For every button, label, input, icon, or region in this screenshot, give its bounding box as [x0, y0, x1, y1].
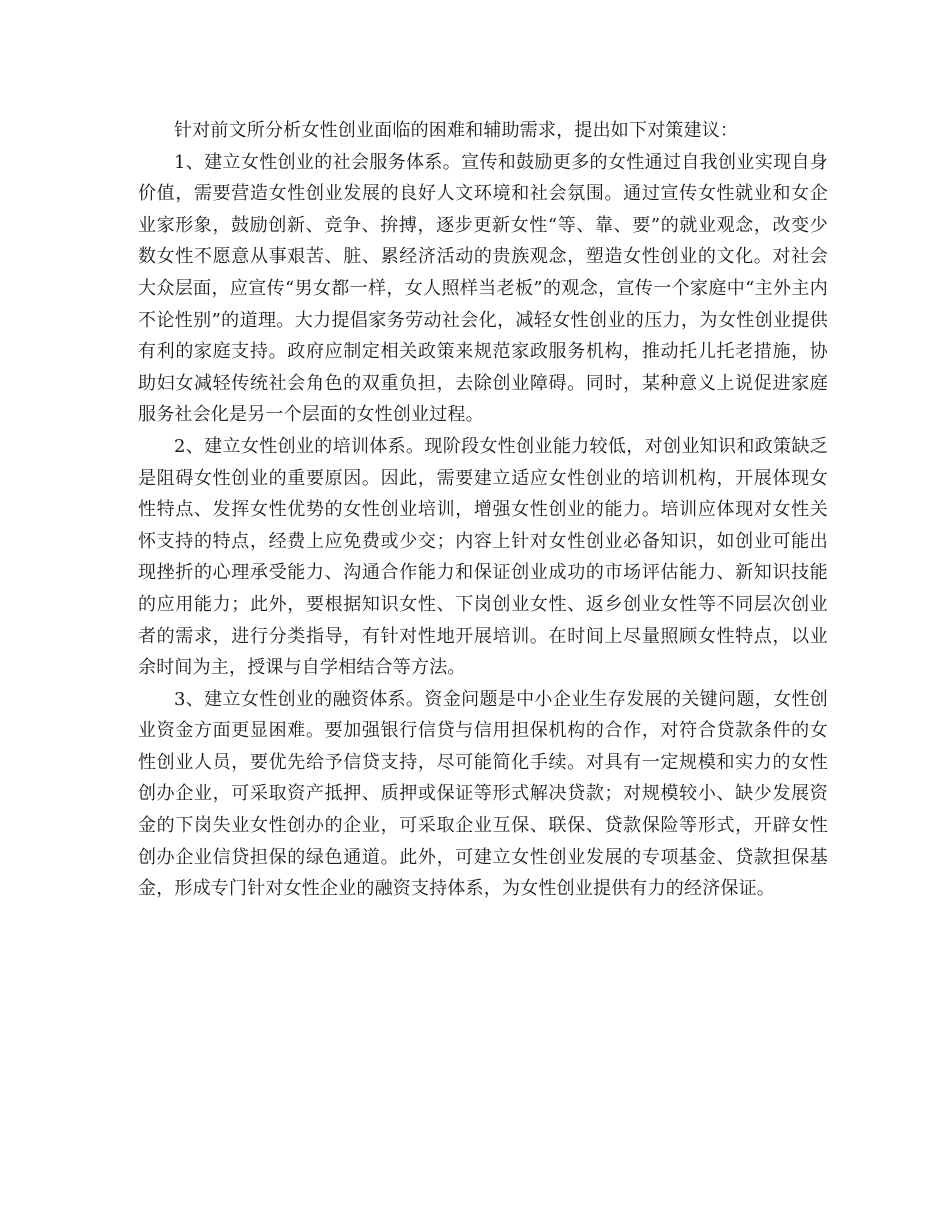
intro-paragraph: 针对前文所分析女性创业面临的困难和辅助需求，提出如下对策建议：: [174, 120, 739, 141]
document-body: [138, 115, 828, 905]
paragraph-social-service-system: 1、建立女性创业的社会服务体系。宣传和鼓励更多的女性通过自我创业实现自身价值，需要营造女性创业发展的良好人文环境和社会氛围。通过宣传女性就业和女企业家形象，鼓励创新、竞争、拚搏，逐步更新女性“等、靠、要”的就业观念，改变少数女性不愿意从事艰苦、脏、累经济活动的贵族观念，塑造女性创业的文化。对社会大众层面，应宣传“男女都一样，女人照样当老板”的观念，宣传一个家庭中“主外主内不论性别”的道理。大力提倡家务劳动社会化，减轻女性创业的压力，为女性创业提供有利的家庭支持。政府应制定相关政策来规范家政服务机构，推动托儿托老措施，协助妇女减轻传统社会角色的双重负担，去除创业障碍。同时，某种意义上说促进家庭服务社会化是另一个层面的女性创业过程。: [138, 151, 828, 426]
paragraph-training-system: 2、建立女性创业的培训体系。现阶段女性创业能力较低，对创业知识和政策缺乏是阻碍女性创业的重要原因。因此，需要建立适应女性创业的培训机构，开展体现女性特点、发挥女性优势的女性创业培训，增强女性创业的能力。培训应体现对女性关怀支持的特点，经费上应免费或少交；内容上针对女性创业必备知识，如创业可能出现挫折的心理承受能力、沟通合作能力和保证创业成功的市场评估能力、新知识技能的应用能力；此外，要根据知识女性、下岗创业女性、返乡创业女性等不同层次创业者的需求，进行分类指导，有针对性地开展培训。在时间上尽量照顾女性特点，以业余时间为主，授课与自学相结合等方法。: [138, 435, 828, 679]
paragraph-financing-system: 3、建立女性创业的融资体系。资金问题是中小企业生存发展的关键问题，女性创业资金方面更显困难。要加强银行信贷与信用担保机构的合作，对符合贷款条件的女性创业人员，要优先给予信贷支持，尽可能简化手续。对具有一定规模和实力的女性创办企业，可采取资产抵押、质押或保证等形式解决贷款；对规模较小、缺少发展资金的下岗失业女性创办的企业，可采取企业互保、联保、贷款保险等形式，开辟女性创办企业信贷担保的绿色通道。此外，可建立女性创业发展的专项基金、贷款担保基金，形成专门针对女性企业的融资支持体系，为女性创业提供有力的经济保证。: [138, 688, 828, 900]
